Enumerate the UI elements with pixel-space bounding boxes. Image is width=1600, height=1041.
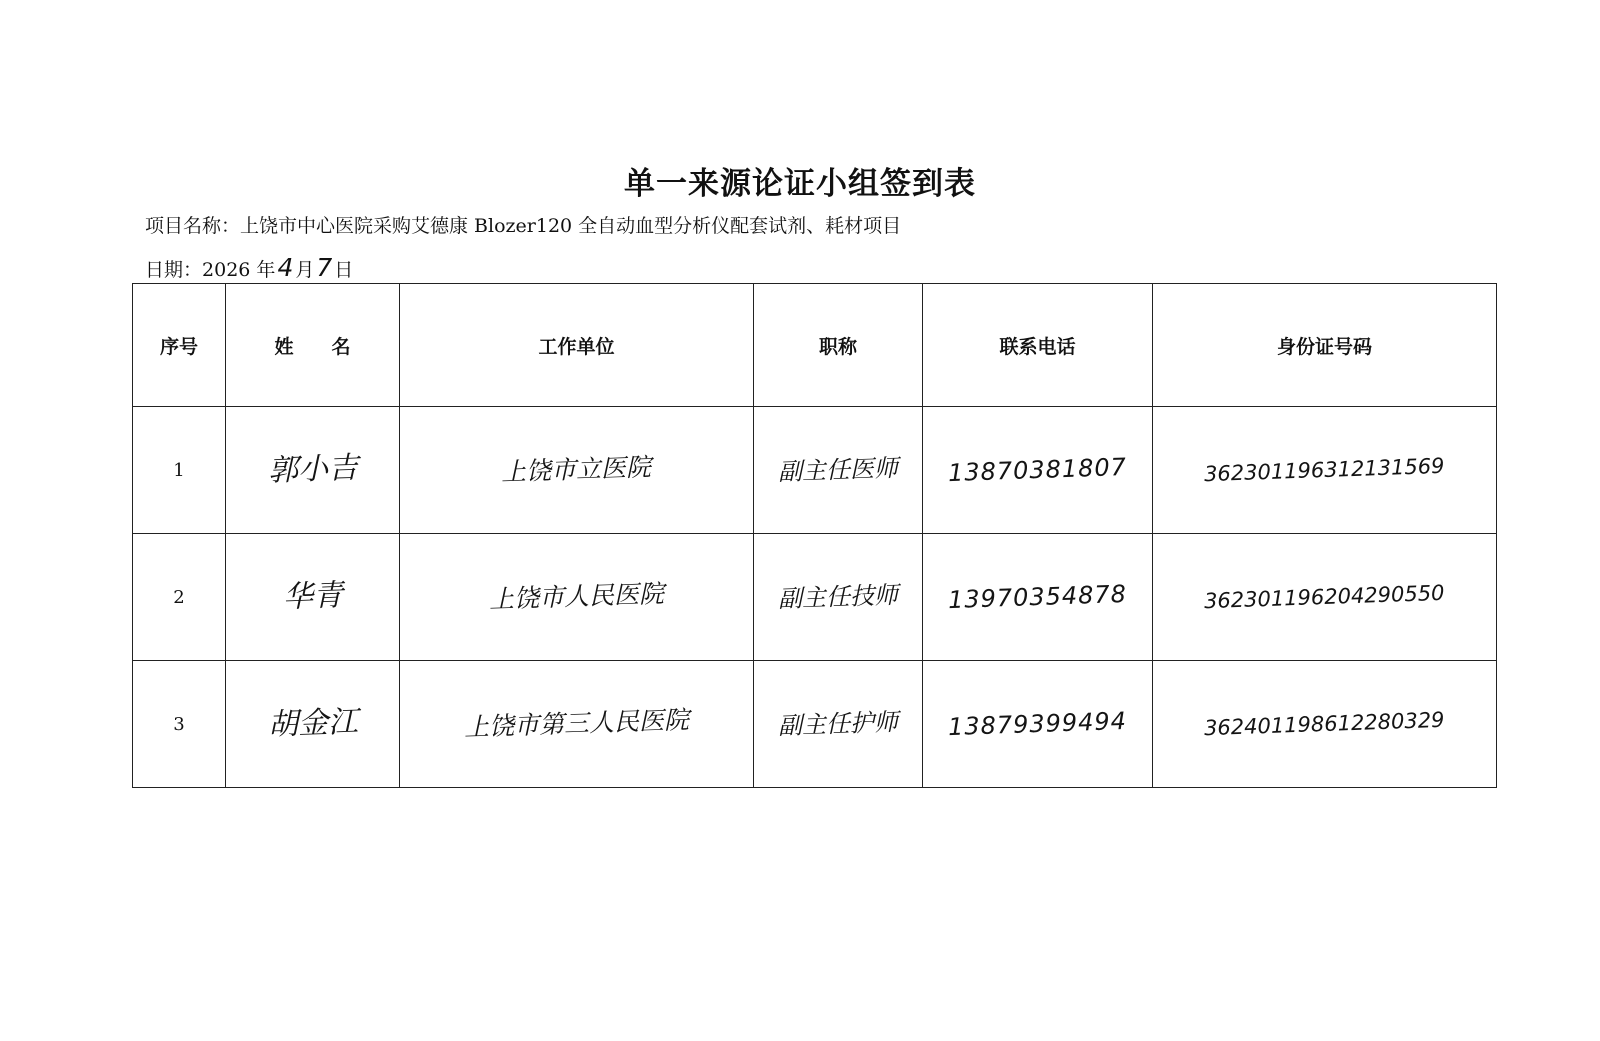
project-line — [145, 211, 901, 238]
header-unit: 工作单位 — [400, 284, 754, 407]
header-phone: 联系电话 — [923, 284, 1153, 407]
month-unit: 月 — [295, 259, 315, 281]
date-day-handwritten: 7 — [316, 253, 333, 282]
table-row — [133, 661, 1497, 788]
row-seq: 2 — [133, 534, 226, 661]
header-id: 身份证号码 — [1153, 284, 1497, 407]
row-name-cell — [226, 661, 400, 788]
year-unit: 年 — [256, 259, 276, 281]
project-name: 上饶市中心医院采购艾德康 Blozer120 全自动血型分析仪配套试剂、耗材项目 — [240, 215, 902, 237]
row-id-cell — [1153, 407, 1497, 534]
row-name-signature: 华青 — [281, 578, 344, 616]
sign-in-table — [132, 283, 1497, 788]
row-id-cell — [1153, 661, 1497, 788]
row-unit-cell — [400, 534, 754, 661]
row-name-cell — [226, 407, 400, 534]
header-seq: 序号 — [133, 284, 226, 407]
header-name: 姓 名 — [226, 284, 400, 407]
row-id-number: 362301196204290550 — [1203, 580, 1446, 614]
row-name-cell — [226, 534, 400, 661]
date-label: 日期： — [145, 259, 203, 281]
header-title: 职称 — [754, 284, 923, 407]
row-id-number: 362301196312131569 — [1203, 453, 1446, 487]
row-title: 副主任技师 — [777, 580, 899, 614]
row-phone: 13870381807 — [947, 452, 1128, 488]
date-month-handwritten: 4 — [277, 253, 294, 282]
day-unit: 日 — [334, 259, 354, 281]
row-phone-cell — [923, 534, 1153, 661]
table-row — [133, 407, 1497, 534]
row-unit: 上饶市第三人民医院 — [463, 705, 690, 743]
row-seq: 3 — [133, 661, 226, 788]
table-row — [133, 534, 1497, 661]
row-unit-cell — [400, 407, 754, 534]
date-line — [145, 253, 353, 282]
table-header-row — [133, 284, 1497, 407]
row-phone-cell — [923, 661, 1153, 788]
row-title: 副主任医师 — [777, 453, 899, 487]
row-id-number: 362401198612280329 — [1203, 707, 1446, 741]
row-phone: 13879399494 — [947, 706, 1128, 742]
row-unit: 上饶市立医院 — [501, 452, 652, 487]
row-phone: 13970354878 — [947, 579, 1128, 615]
row-phone-cell — [923, 407, 1153, 534]
row-seq: 1 — [133, 407, 226, 534]
row-name-signature: 胡金江 — [266, 704, 359, 743]
row-unit: 上饶市人民医院 — [488, 579, 665, 615]
row-title: 副主任护师 — [777, 707, 899, 741]
project-label: 项目名称： — [145, 215, 241, 237]
date-year: 2026 — [202, 259, 251, 281]
row-title-cell — [754, 407, 923, 534]
row-id-cell — [1153, 534, 1497, 661]
page-title: 单一来源论证小组签到表 — [624, 166, 976, 202]
row-title-cell — [754, 661, 923, 788]
row-name-signature: 郭小吉 — [266, 450, 359, 489]
row-unit-cell — [400, 661, 754, 788]
row-title-cell — [754, 534, 923, 661]
